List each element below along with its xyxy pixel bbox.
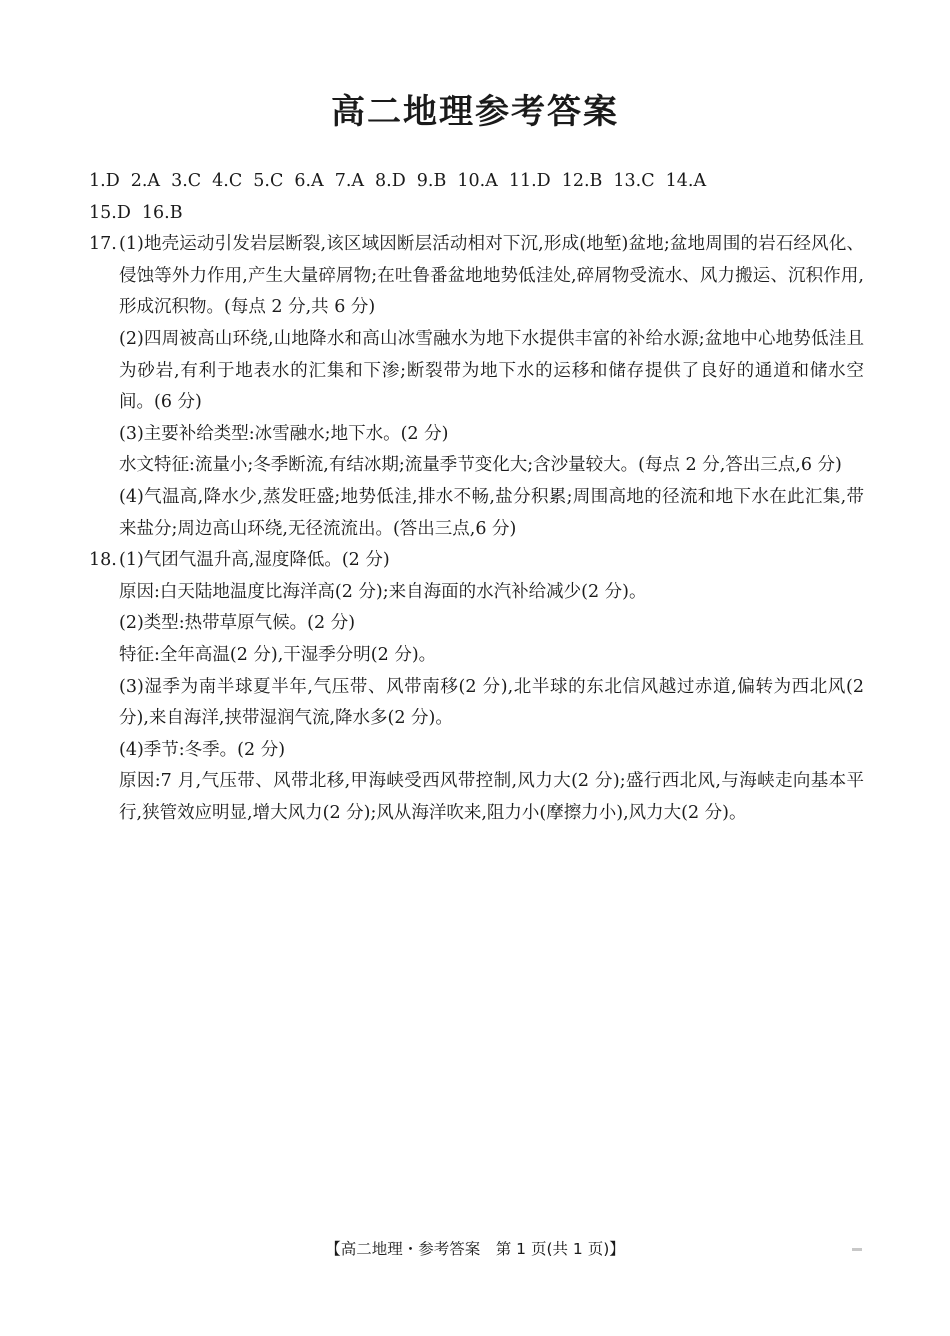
mc-answer: 5.C [253,171,284,191]
question-18 [89,545,864,829]
mc-answer: 3.C [171,171,202,191]
q18-part-2: (2)类型:热带草原气候。(2 分) [119,613,356,634]
mc-answer: 6.A [294,171,324,191]
question-number: 17. [89,234,117,255]
q17-part-4: (4)气温高,降水少,蒸发旺盛;地势低洼,排水不畅,盐分积累;周围高地的径流和地下水在此汇集,带来盐分;周边高山环绕,无径流流出。(答出三点,6 分) [119,486,864,539]
mc-answer: 15.D [89,202,131,223]
q17-part-3: (3)主要补给类型:冰雪融水;地下水。(2 分) [119,423,449,444]
q18-part-1: (1)气团气温升高,湿度降低。(2 分) [119,550,390,571]
q17-part-1: (1)地壳运动引发岩层断裂,该区域因断层活动相对下沉,形成(地堑)盆地;盆地周围的岩石经风化、侵蚀等外力作用,产生大量碎屑物;在吐鲁番盆地地势低洼处,碎屑物受流水、风力搬运、沉积作用,形成沉积物。(每点 2 分,共 6 分) [119,234,864,318]
mc-answer: 8.D [375,171,406,191]
q18-part-1-reason: 原因:白天陆地温度比海洋高(2 分);来自海面的水汽补给减少(2 分)。 [119,581,647,602]
mc-answer: 12.B [561,171,603,191]
mc-answer: 9.B [416,171,447,191]
mc-answer: 2.A [130,171,161,191]
mc-answer: 1.D [89,171,120,191]
corner-mark [852,1248,862,1251]
mc-answer: 14.A [665,171,707,191]
mc-answers-row-1 [89,166,864,198]
page-title: 高二地理参考答案 [331,92,619,132]
q18-part-4: (4)季节:冬季。(2 分) [119,739,286,760]
mc-answer: 11.D [508,171,551,191]
question-17 [89,229,864,545]
q18-part-4-reason: 原因:7 月,气压带、风带北移,甲海峡受西风带控制,风力大(2 分);盛行西北风,与海峡走向基本平行,狭管效应明显,增大风力(2 分);风从海洋吹来,阻力小(摩擦力小),风力大(2 分)。 [119,771,864,823]
q17-part-3-features: 水文特征:流量小;冬季断流,有结冰期;流量季节变化大;含沙量较大。(每点 2 分,答出三点,6 分) [119,455,842,476]
mc-answer: 16.B [141,202,183,223]
question-number: 18. [89,550,117,571]
mc-answer: 4.C [212,171,243,191]
q18-part-3: (3)湿季为南半球夏半年,气压带、风带南移(2 分),北半球的东北信风越过赤道,偏转为西北风(2 分),来自海洋,挟带湿润气流,降水多(2 分)。 [119,676,864,729]
answer-content [89,166,864,829]
mc-answer: 10.A [457,171,498,191]
mc-answers-row-2 [89,198,864,230]
q18-part-2-features: 特征:全年高温(2 分),干湿季分明(2 分)。 [119,644,437,665]
mc-answer: 7.A [334,171,365,191]
mc-answer: 13.C [613,171,655,191]
q17-part-2: (2)四周被高山环绕,山地降水和高山冰雪融水为地下水提供丰富的补给水源;盆地中心地势低洼且为砂岩,有利于地表水的汇集和下渗;断裂带为地下水的运移和储存提供了良好的通道和储水空间。(6 分) [119,328,864,413]
page-footer: 【高二地理・参考答案 第 1 页(共 1 页)】 [325,1240,625,1258]
